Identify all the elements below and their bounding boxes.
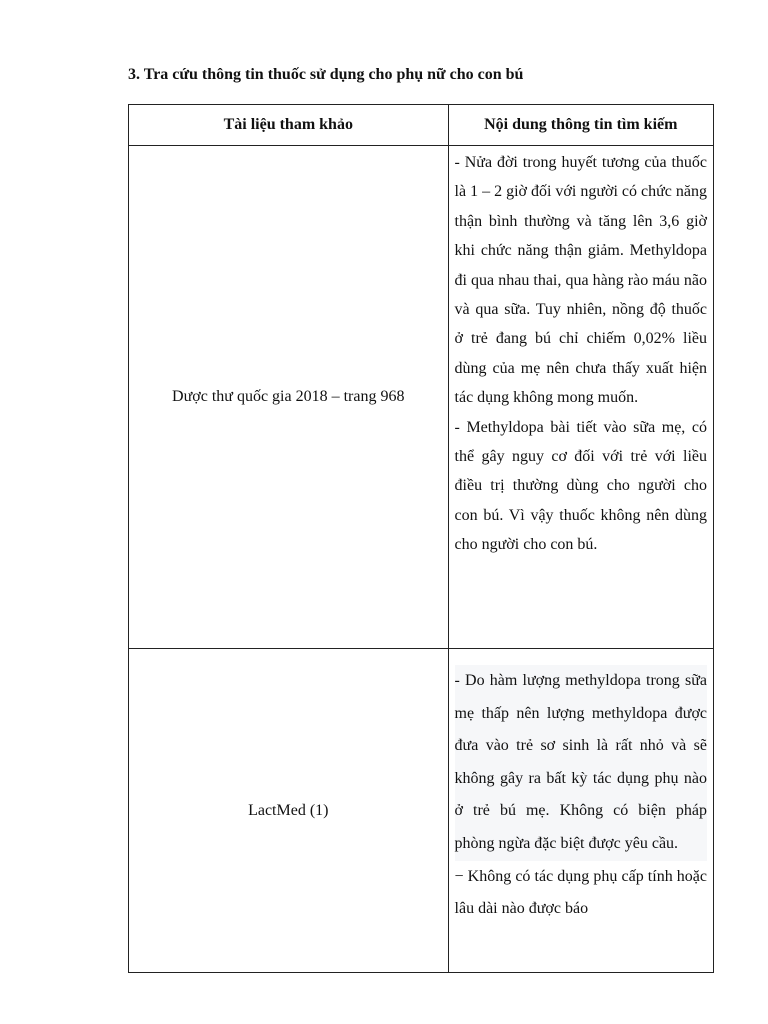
table-row (129, 146, 714, 649)
header-reference: Tài liệu tham khảo (129, 105, 449, 146)
reference-cell: Dược thư quốc gia 2018 – trang 968 (129, 146, 449, 649)
table-row (129, 649, 714, 973)
content-paragraph: - Methyldopa bài tiết vào sữa mẹ, có thể gây nguy cơ đối với trẻ với liều điều trị thường dùng cho người cho con bú. Vì vậy thuốc không nên dùng cho người cho con bú. (454, 418, 707, 554)
header-content: Nội dung thông tin tìm kiếm (448, 105, 713, 146)
drug-info-table (128, 104, 714, 973)
content-cell (448, 649, 713, 973)
section-heading: 3. Tra cứu thông tin thuốc sử dụng cho phụ nữ cho con bú (128, 66, 524, 83)
content-paragraph: - Nửa đời trong huyết tương của thuốc là 1 – 2 giờ đối với người có chức năng thận bình thường và tăng lên 3,6 giờ khi chức năng thận giảm. Methyldopa đi qua nhau thai, qua hàng rào máu não và qua sữa. Tuy nhiên, nồng độ thuốc ở trẻ đang bú chỉ chiếm 0,02% liều dùng của mẹ nên chưa thấy xuất hiện tác dụng không mong muốn. (454, 154, 707, 407)
reference-cell: LactMed (1) (129, 649, 449, 973)
content-cell (448, 146, 713, 649)
content-paragraph: − Không có tác dụng phụ cấp tính hoặc lâu dài nào được báo (454, 867, 707, 918)
content-paragraph: - Do hàm lượng methyldopa trong sữa mẹ thấp nên lượng methyldopa được đưa vào trẻ sơ sinh là rất nhỏ và sẽ không gây ra bất kỳ tác dụng phụ nào ở trẻ bú mẹ. Không có biện pháp phòng ngừa đặc biệt được yêu cầu. (455, 665, 707, 861)
table-header-row (129, 105, 714, 146)
